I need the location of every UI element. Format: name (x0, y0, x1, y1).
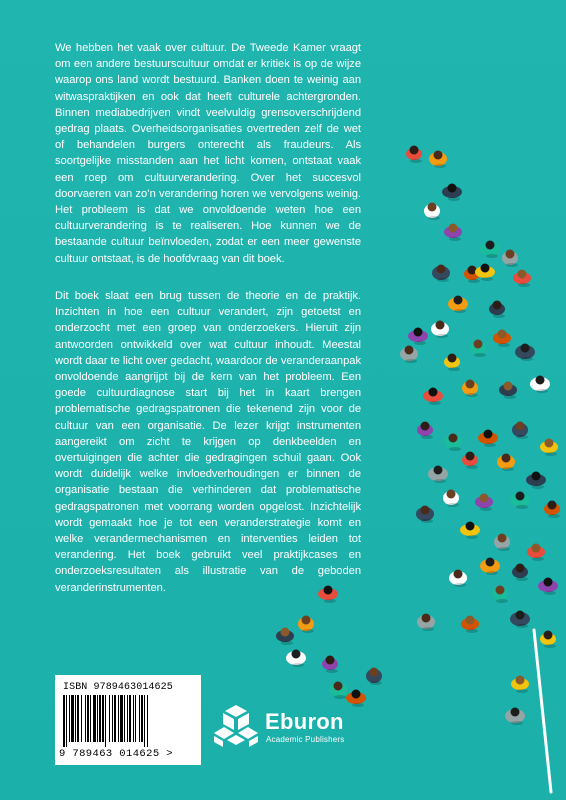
barcode-bar (81, 695, 82, 742)
person-figure (510, 492, 530, 510)
person-figure (444, 354, 460, 372)
barcode-bar (135, 695, 136, 742)
barcode-image (63, 695, 191, 747)
person-figure (513, 270, 531, 288)
person-figure (512, 422, 528, 440)
barcode-bar (66, 695, 67, 747)
person-figure (510, 611, 530, 629)
person-figure (530, 376, 550, 394)
person-figure (462, 380, 478, 398)
publisher-name: Eburon (265, 709, 344, 734)
person-figure (497, 454, 515, 472)
publisher-subtitle: Academic Publishers (266, 735, 345, 744)
person-figure (505, 708, 525, 726)
person-figure (480, 241, 500, 259)
person-figure (538, 578, 558, 596)
person-figure (461, 616, 479, 634)
person-figure (366, 668, 382, 686)
description-paragraph-1: We hebben het vaak over cultuur. De Tweede Kamer vraagt om een andere bestuurscultuur omdat er kritiek is op de wijze waarop ons land wordt bestuurd. Banken doen te weinig aan witwaspraktijken en ook dat heeft culturele achtergronden. Binnen mediabedrijven vindt veelvuldig grensoverschrijdend gedrag plaats. Overheidsorganisaties overtreden zelf de wet of behandelen burgers onterecht als fraudeurs. Als soortgelijke misstanden aan het licht komen, ontstaat vaak een roep om cultuurverandering. Over het succesvol doorvaeren van zo’n verandering horen we vervolgens weinig. Het probleem is dat we onvoldoende weten hoe een cultuurverandering is te realiseren. Hoe kunnen we de bestaande cultuur beïnvloeden, zodat er een meer gewenste cultuur ontstaat, is de hoofdvraag van dit boek. (55, 42, 361, 265)
barcode-bar (120, 695, 123, 742)
barcode-box (55, 675, 201, 765)
lamp-post-stroke (534, 630, 551, 792)
person-figure (540, 631, 556, 649)
barcode-bar (87, 695, 89, 742)
barcode-bar (85, 695, 86, 742)
barcode-bar (97, 695, 98, 742)
person-figure (489, 301, 505, 319)
barcode-bar (141, 695, 143, 742)
barcode-bar (109, 695, 110, 742)
person-figure (400, 346, 418, 364)
description-paragraph-2: Dit boek slaat een brug tussen de theorie en de praktijk. Inzichten in hoe een cultuur verandert, zijn getoetst en onderzocht met een groep van onderzoekers. Hieruit zijn antwoorden ontwikkeld over wat cultuur inhoudt. Meestal wordt daar te licht over gedacht, waardoor de veranderaanpak onvoldoende aangrijpt bij de kern van het probleem. Een goede cultuurdiagnose start bij het in kaart brengen problematische gedragspatronen die tekenend zijn voor de cultuur van een organisatie. De lezer krijgt instrumenten aangereikt om zicht te krijgen op denkbeelden en overtuigingen die achter die gedragingen schuil gaan. Ook wordt duidelijk welke invloedverhoudingen er binnen de organisatie bestaan die verhinderen dat problematische gedragspatronen met voorrang worden opgelost. Inzichtelijk wordt gemaakt hoe je tot een veranderstrategie komt en welke verandermechanismen en interventies leiden tot verandering. Het boek gebruikt veel praktijkcases en onderzoeksresultaten als illustratie van de geboden veranderinstrumenten. (55, 290, 361, 594)
barcode-bar (133, 695, 134, 742)
person-figure (286, 650, 306, 668)
barcode-bar (127, 695, 128, 742)
person-figure (493, 330, 511, 348)
barcode-bar (90, 695, 91, 742)
person-figure (460, 522, 480, 540)
person-figure (444, 224, 462, 242)
person-figure (475, 264, 495, 282)
person-figure (406, 146, 422, 164)
person-figure (449, 570, 467, 588)
barcode-bar (124, 695, 125, 742)
person-figure (544, 501, 560, 519)
barcode-bar (102, 695, 104, 742)
barcode-bar (147, 695, 148, 747)
person-figure (502, 250, 518, 268)
person-figure (329, 682, 347, 700)
person-figure (322, 656, 338, 674)
barcode-bar (118, 695, 119, 742)
barcode-bar (114, 695, 116, 742)
person-figure (511, 676, 529, 694)
barcode-bar (105, 695, 106, 747)
person-figure (408, 328, 428, 346)
person-figure (443, 490, 459, 508)
person-figure (499, 382, 517, 400)
barcode-number: 9 789463 014625 > (59, 748, 173, 760)
barcode-bar (71, 695, 74, 742)
barcode-bar (77, 695, 79, 742)
barcode-bar (63, 695, 65, 747)
person-figure (540, 439, 558, 457)
person-figure (464, 266, 480, 284)
person-figure (432, 265, 450, 283)
person-figure (494, 534, 510, 552)
barcode-bar (144, 695, 145, 747)
person-figure (527, 544, 545, 562)
person-figure (428, 466, 448, 484)
person-figure (478, 430, 498, 448)
person-figure (470, 340, 486, 358)
person-figure (515, 344, 535, 362)
person-figure (492, 586, 508, 604)
barcode-bar (75, 695, 76, 742)
barcode-bar (69, 695, 70, 742)
publisher-block (212, 702, 382, 754)
person-figure (298, 616, 314, 634)
person-figure (480, 558, 500, 576)
barcode-bar (93, 695, 96, 742)
person-figure (444, 434, 462, 452)
person-figure (512, 564, 528, 582)
person-figure (448, 296, 468, 314)
person-figure (416, 506, 434, 524)
person-figure (417, 614, 435, 632)
person-figure (424, 203, 440, 221)
barcode-bar (112, 695, 113, 742)
person-figure (526, 472, 546, 490)
person-figure (462, 452, 478, 470)
person-figure (423, 388, 443, 406)
person-figure (475, 494, 493, 512)
isbn-label: ISBN 9789463014625 (63, 682, 173, 693)
person-figure (417, 422, 433, 440)
barcode-bar (99, 695, 101, 742)
person-figure (431, 321, 449, 339)
barcode-bar (129, 695, 131, 742)
eburon-cube-logo-icon (212, 702, 260, 750)
person-figure (442, 184, 462, 202)
barcode-bar (139, 695, 140, 742)
person-figure (429, 151, 447, 169)
person-figure (276, 628, 294, 646)
